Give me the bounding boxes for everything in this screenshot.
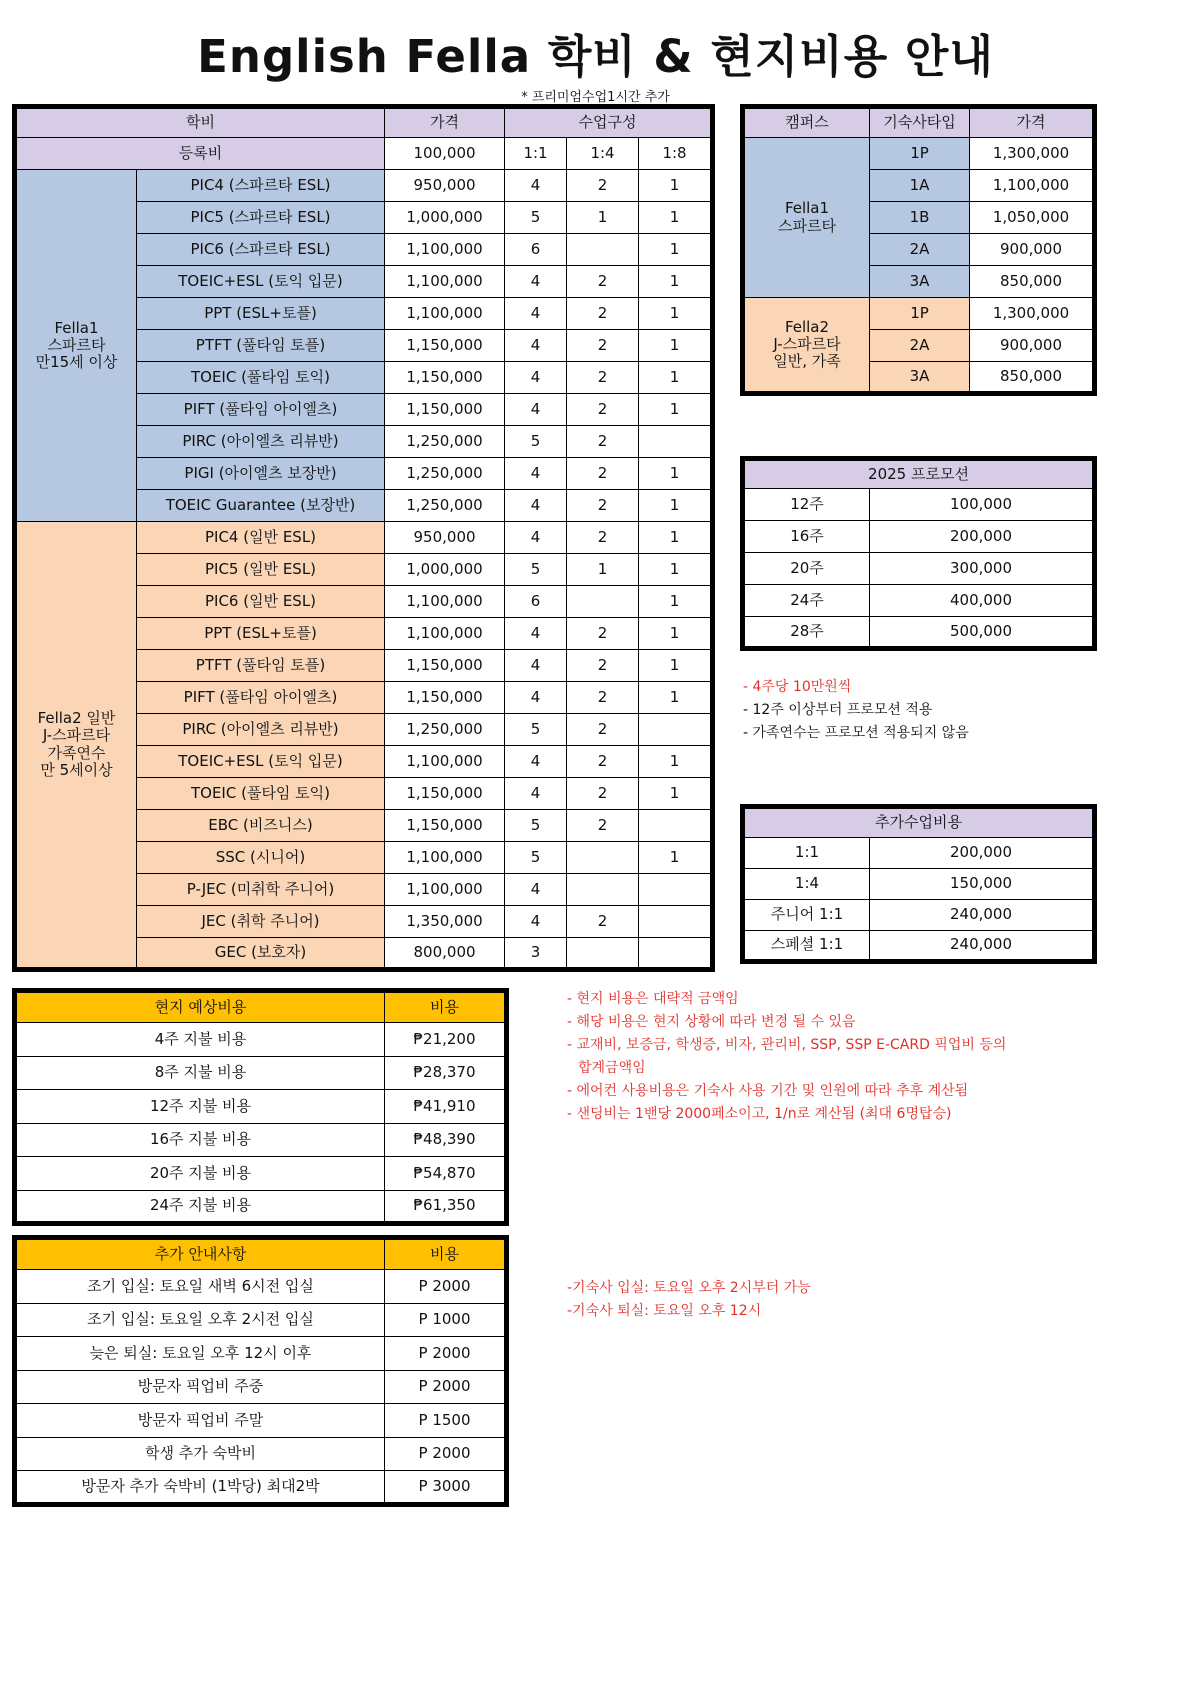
class-1-8-count: 1 [639,490,713,522]
local-note: - 해당 비용은 현지 상황에 따라 변경 될 수 있음 [567,1014,856,1030]
dorm-campus-label [743,298,870,394]
course-name: PIC4 (스파르타 ESL) [137,170,385,202]
course-price: 1,150,000 [385,330,505,362]
local-cost-label: 16주 지불 비용 [15,1123,385,1157]
promo-weeks: 12주 [743,489,870,521]
extra-class-table [740,804,1097,964]
course-price: 1,350,000 [385,906,505,938]
local-cost-label: 20주 지불 비용 [15,1157,385,1191]
extra-class-price: 240,000 [870,931,1095,962]
class-1-8-count: 1 [639,266,713,298]
extra-info-label-row [15,1471,507,1505]
extra-info-label: 조기 입실: 토요일 오후 2시전 입실 [15,1303,385,1337]
class-1-8-count: 1 [639,394,713,426]
dorm-price: 900,000 [970,234,1095,266]
course-price: 1,100,000 [385,586,505,618]
local-cost-label-row [15,1190,507,1224]
extra-info-price: P 2000 [385,1370,507,1404]
extra-info-price: P 1500 [385,1404,507,1438]
class-1-8-count: 1 [639,298,713,330]
dorm-campus-label-line: Fella1 [784,199,830,218]
local-note: - 에어컨 사용비용은 기숙사 사용 기간 및 인원에 따라 추후 계산됨 [567,1083,969,1099]
dorm-price-header: 가격 [970,107,1095,138]
course-price: 800,000 [385,938,505,970]
course-name: TOEIC (풀타임 토익) [137,362,385,394]
class-1-4-count: 2 [567,394,639,426]
class-1-1-count: 4 [505,362,567,394]
extra-class-type: 주니어 1:1 [743,900,870,931]
course-name: TOEIC+ESL (토익 입문) [137,266,385,298]
dorm-price: 1,050,000 [970,202,1095,234]
course-name: PTFT (풀타임 토플) [137,650,385,682]
extra-class-type-row [743,869,1095,900]
extra-info-label: 늦은 퇴실: 토요일 오후 12시 이후 [15,1337,385,1371]
promo-notes [743,676,969,745]
local-cost-price: ₱21,200 [385,1023,507,1057]
dorm-table [740,104,1097,396]
course-name: PIC5 (스파르타 ESL) [137,202,385,234]
class-1-1-count: 5 [505,842,567,874]
class-1-1-count: 5 [505,202,567,234]
dorm-time-notes [567,1277,811,1323]
extra-info-table [12,1235,509,1507]
class-1-1-count: 4 [505,330,567,362]
campus-group-label-line: 만 5세이상 [40,760,113,779]
course-price: 1,250,000 [385,458,505,490]
class-1-4-count: 2 [567,298,639,330]
course-price: 1,100,000 [385,746,505,778]
extra-info-label-row [15,1437,507,1471]
course-name: PIGI (아이엘츠 보장반) [137,458,385,490]
dorm-campus-label-line: Fella2 [784,317,830,336]
tuition-table [12,104,715,972]
extra-info-price-header: 비용 [385,1238,507,1270]
extra-info-label-row [15,1370,507,1404]
promo-amount: 200,000 [870,521,1095,553]
campus-group-label-line: J-스파르타 [42,726,111,745]
extra-class-price: 150,000 [870,869,1095,900]
extra-info-label: 방문자 픽업비 주중 [15,1370,385,1404]
class-1-8-count [639,874,713,906]
course-price: 1,250,000 [385,426,505,458]
course-price: 1,150,000 [385,394,505,426]
dorm-type: 3A [870,362,970,394]
campus-header: 캠퍼스 [743,107,870,138]
dorm-time-note: -기숙사 퇴실: 토요일 오후 12시 [567,1303,762,1319]
local-cost-price: ₱48,390 [385,1123,507,1157]
tuition-header: 학비 [15,107,385,138]
dorm-type: 1P [870,298,970,330]
composition-header: 수업구성 [505,107,713,138]
extra-class-price: 240,000 [870,900,1095,931]
course-name: PIFT (풀타임 아이엘츠) [137,394,385,426]
local-cost-price: ₱61,350 [385,1190,507,1224]
extra-info-label: 조기 입실: 토요일 새벽 6시전 입실 [15,1270,385,1304]
course-price: 1,000,000 [385,202,505,234]
course-name: TOEIC Guarantee (보장반) [137,490,385,522]
course-price: 950,000 [385,522,505,554]
local-cost-label: 12주 지불 비용 [15,1090,385,1124]
dorm-type-header: 기숙사타입 [870,107,970,138]
class-1-1-count: 4 [505,458,567,490]
course-name: PPT (ESL+토플) [137,618,385,650]
extra-info-header: 추가 안내사항 [15,1238,385,1270]
campus-group-label-line: 스파르타 [47,335,106,354]
class-1-4-count: 1 [567,554,639,586]
campus-group-label-line: Fella1 [54,318,99,337]
promo-weeks-row [743,585,1095,617]
dorm-price: 1,300,000 [970,298,1095,330]
course-name: TOEIC+ESL (토익 입문) [137,746,385,778]
class-1-1-count: 4 [505,490,567,522]
promo-weeks-row [743,521,1095,553]
dorm-price: 1,100,000 [970,170,1095,202]
class-1-8-count [639,810,713,842]
extra-class-type-row [743,900,1095,931]
class-1-1-count: 4 [505,618,567,650]
extra-info-price: P 1000 [385,1303,507,1337]
class-1-8-count [639,938,713,970]
course-price: 1,150,000 [385,778,505,810]
class-1-4-count [567,234,639,266]
dorm-type: 2A [870,234,970,266]
promo-amount: 300,000 [870,553,1095,585]
course-price: 1,100,000 [385,266,505,298]
class-1-8-count: 1 [639,202,713,234]
campus-group-label-line: Fella2 일반 [37,709,116,727]
extra-info-label: 학생 추가 숙박비 [15,1437,385,1471]
campus-group-label [15,170,137,522]
extra-info-price: P 3000 [385,1471,507,1505]
course-price: 1,150,000 [385,682,505,714]
class-1-1-count: 5 [505,554,567,586]
extra-class-type: 1:1 [743,838,870,869]
class-1-4-count: 2 [567,170,639,202]
course-name: JEC (취학 주니어) [137,906,385,938]
promo-note: - 가족연수는 프로모션 적용되지 않음 [743,725,969,741]
dorm-time-note: -기숙사 입실: 토요일 오후 2시부터 가능 [567,1280,811,1296]
course-price: 1,250,000 [385,490,505,522]
extra-info-label-row [15,1404,507,1438]
price-header: 가격 [385,107,505,138]
local-note: 합계금액임 [578,1060,646,1076]
dorm-price: 1,300,000 [970,138,1095,170]
extra-class-type-row [743,931,1095,962]
class-1-8-count [639,426,713,458]
course-price: 1,100,000 [385,234,505,266]
class-1-4-count [567,874,639,906]
dorm-type: 1B [870,202,970,234]
extra-info-label-row [15,1337,507,1371]
class-1-4-count [567,938,639,970]
course-name: PIRC (아이엘츠 리뷰반) [137,426,385,458]
registration-price: 100,000 [385,138,505,170]
local-note: - 샌딩비는 1밴당 2000페소이고, 1/n로 계산됨 (최대 6명탑승) [567,1106,952,1122]
extra-info-label-row [15,1270,507,1304]
class-1-4-count: 2 [567,362,639,394]
course-price: 1,150,000 [385,650,505,682]
class-1-8-count: 1 [639,778,713,810]
local-cost-label-row [15,1090,507,1124]
course-name: TOEIC (풀타임 토익) [137,778,385,810]
promo-amount: 400,000 [870,585,1095,617]
course-price: 950,000 [385,170,505,202]
class-1-4-count [567,586,639,618]
course-price: 1,000,000 [385,554,505,586]
local-cost-price: ₱41,910 [385,1090,507,1124]
course-name: PTFT (풀타임 토플) [137,330,385,362]
class-1-1-count: 4 [505,650,567,682]
dorm-type: 2A [870,330,970,362]
class-1-8-count: 1 [639,842,713,874]
local-cost-header: 현지 예상비용 [15,991,385,1023]
dorm-price: 850,000 [970,266,1095,298]
extra-info-price: P 2000 [385,1337,507,1371]
dorm-campus-label-line: 스파르타 [778,216,836,235]
dorm-row [743,298,1095,330]
class-1-8-count: 1 [639,650,713,682]
class-1-8-count: 1 [639,362,713,394]
dorm-type: 1P [870,138,970,170]
course-name: P-JEC (미취학 주니어) [137,874,385,906]
class-1-1-count: 4 [505,298,567,330]
promo-note: - 12주 이상부터 프로모션 적용 [743,702,933,718]
course-name: PIC6 (스파르타 ESL) [137,234,385,266]
course-price: 1,150,000 [385,362,505,394]
promo-amount: 500,000 [870,617,1095,649]
class-1-8-count: 1 [639,170,713,202]
class-1-1-count: 4 [505,874,567,906]
class-1-4-count: 2 [567,426,639,458]
class-1-1-count: 4 [505,682,567,714]
tuition-row [15,522,713,554]
promo-header: 2025 프로모션 [743,459,1095,489]
promo-note: - 4주당 10만원씩 [743,679,852,695]
campus-group-label [15,522,137,970]
class-1-1-count: 5 [505,426,567,458]
class-1-4-count [567,842,639,874]
class-1-8-count: 1 [639,458,713,490]
class-1-4-count: 2 [567,330,639,362]
extra-info-price: P 2000 [385,1270,507,1304]
local-note: - 교재비, 보증금, 학생증, 비자, 관리비, SSP, SSP E-CARD 픽업비 등의 [567,1037,1007,1053]
class-1-8-count [639,906,713,938]
extra-info-label-row [15,1303,507,1337]
class-1-4-count: 2 [567,618,639,650]
campus-group-label-line: 만15세 이상 [35,353,118,372]
class-1-8-count [639,714,713,746]
promo-weeks: 20주 [743,553,870,585]
class-1-4-count: 2 [567,906,639,938]
dorm-price: 850,000 [970,362,1095,394]
extra-class-type-row [743,838,1095,869]
composition-1-4: 1:4 [567,138,639,170]
local-cost-label: 8주 지불 비용 [15,1056,385,1090]
promo-amount: 100,000 [870,489,1095,521]
class-1-8-count: 1 [639,586,713,618]
class-1-8-count: 1 [639,618,713,650]
promo-weeks-row [743,617,1095,649]
class-1-1-count: 3 [505,938,567,970]
composition-1-1: 1:1 [505,138,567,170]
local-cost-label-row [15,1023,507,1057]
course-name: EBC (비즈니스) [137,810,385,842]
course-price: 1,250,000 [385,714,505,746]
local-note: - 현지 비용은 대략적 금액임 [567,991,739,1007]
class-1-8-count: 1 [639,522,713,554]
course-name: PIRC (아이엘츠 리뷰반) [137,714,385,746]
course-name: GEC (보호자) [137,938,385,970]
local-cost-price: ₱54,870 [385,1157,507,1191]
dorm-type: 1A [870,170,970,202]
course-name: PIC4 (일반 ESL) [137,522,385,554]
local-cost-label-row [15,1056,507,1090]
class-1-1-count: 6 [505,234,567,266]
campus-group-label-line: 가족연수 [47,743,106,762]
local-cost-table [12,988,509,1226]
course-price: 1,100,000 [385,874,505,906]
course-name: PIC5 (일반 ESL) [137,554,385,586]
local-cost-price: ₱28,370 [385,1056,507,1090]
course-price: 1,100,000 [385,298,505,330]
class-1-8-count: 1 [639,682,713,714]
course-price: 1,100,000 [385,842,505,874]
class-1-4-count: 1 [567,202,639,234]
extra-class-type: 스페셜 1:1 [743,931,870,962]
registration-label: 등록비 [15,138,385,170]
composition-1-8: 1:8 [639,138,713,170]
dorm-campus-label-line: 일반, 가족 [773,352,841,371]
local-cost-notes [567,988,1006,1126]
dorm-type: 3A [870,266,970,298]
extra-info-label: 방문자 픽업비 주말 [15,1404,385,1438]
local-cost-label-row [15,1157,507,1191]
promo-weeks: 16주 [743,521,870,553]
extra-class-price: 200,000 [870,838,1095,869]
course-name: PIFT (풀타임 아이엘츠) [137,682,385,714]
page-subtitle: * 프리미엄수업1시간 추가 [521,90,670,105]
local-cost-label-row [15,1123,507,1157]
class-1-4-count: 2 [567,458,639,490]
local-cost-label: 4주 지불 비용 [15,1023,385,1057]
tuition-row [15,170,713,202]
class-1-4-count: 2 [567,746,639,778]
class-1-1-count: 4 [505,522,567,554]
class-1-1-count: 5 [505,714,567,746]
extra-info-price: P 2000 [385,1437,507,1471]
class-1-1-count: 4 [505,746,567,778]
class-1-1-count: 5 [505,810,567,842]
class-1-4-count: 2 [567,266,639,298]
promo-table [740,456,1097,651]
page-title: English Fella 학비 & 현지비용 안내 [197,30,994,83]
class-1-1-count: 4 [505,906,567,938]
class-1-4-count: 2 [567,714,639,746]
class-1-8-count: 1 [639,554,713,586]
class-1-8-count: 1 [639,746,713,778]
promo-weeks: 28주 [743,617,870,649]
class-1-8-count: 1 [639,330,713,362]
course-name: PPT (ESL+토플) [137,298,385,330]
class-1-1-count: 4 [505,778,567,810]
dorm-row [743,138,1095,170]
course-price: 1,100,000 [385,618,505,650]
local-cost-price-header: 비용 [385,991,507,1023]
promo-weeks-row [743,553,1095,585]
dorm-campus-label-line: J-스파르타 [773,334,841,353]
course-name: SSC (시니어) [137,842,385,874]
class-1-4-count: 2 [567,682,639,714]
course-name: PIC6 (일반 ESL) [137,586,385,618]
extra-class-type: 1:4 [743,869,870,900]
class-1-1-count: 4 [505,170,567,202]
class-1-1-count: 4 [505,394,567,426]
class-1-4-count: 2 [567,522,639,554]
class-1-1-count: 4 [505,266,567,298]
extra-info-label: 방문자 추가 숙박비 (1박당) 최대2박 [15,1471,385,1505]
class-1-4-count: 2 [567,490,639,522]
extra-class-header: 추가수업비용 [743,807,1095,838]
promo-weeks-row [743,489,1095,521]
dorm-campus-label [743,138,870,298]
class-1-8-count: 1 [639,234,713,266]
class-1-4-count: 2 [567,650,639,682]
class-1-1-count: 6 [505,586,567,618]
course-price: 1,150,000 [385,810,505,842]
promo-weeks: 24주 [743,585,870,617]
dorm-price: 900,000 [970,330,1095,362]
class-1-4-count: 2 [567,810,639,842]
class-1-4-count: 2 [567,778,639,810]
local-cost-label: 24주 지불 비용 [15,1190,385,1224]
